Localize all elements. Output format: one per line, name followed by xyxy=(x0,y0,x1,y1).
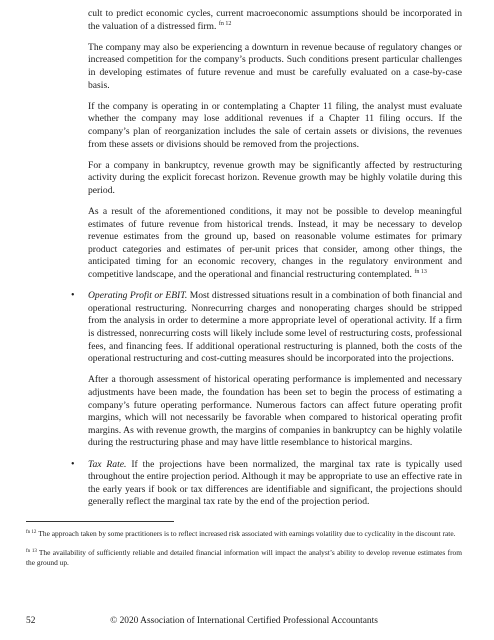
paragraph-revenue-downturn: The company may also be experiencing a downturn in revenue because of regulatory changes or increased competition for the company’s products. Such conditions present particular challenges in developing estimates of future revenue and must be carefully evaluated on a case-by-case basis. xyxy=(88,41,462,91)
footnote-13 xyxy=(26,548,462,568)
bullet-tax-rate xyxy=(71,458,462,509)
paragraph-continued xyxy=(88,8,462,33)
footnotes xyxy=(26,529,462,577)
bullet-icon: • xyxy=(71,290,75,302)
bullet-lead: Operating Profit or EBIT. xyxy=(88,290,188,302)
paragraph-text: As a result of the aforementioned conditions, it may not be possible to develop meaningful estimates of future revenue from historical trends. Instead, it may be necessary to develop revenue estimates from the ground up, based on reasonable volume estimates for primary product categories and estimates of per-unit prices that consider, among other things, the anticipated timing for an economic recovery, changes in the regulatory environment and competitive landscape, and the operational and financial restructuring contemplated. xyxy=(88,206,462,281)
bullet-text: Most distressed situations result in a combination of both financial and operational restructuring. Nonrecurring charges and nonoperating charges should be stripped from the analysis in order to determine a more appropriate level of operational activity. If a firm is distressed, nonrecurring costs will likely include some level of restructuring costs, professional fees, and financing fees. If additional operational restructuring is planned, both the costs of the operational restructuring and cost-cutting measures should be incorporated into the projections. xyxy=(88,290,462,365)
footnote-mark: fn 12 xyxy=(26,529,37,535)
copyright-notice: © 2020 Association of International Certified Professional Accountants xyxy=(110,616,378,626)
bullet-icon: • xyxy=(71,458,75,470)
bullet-text: If the projections have been normalized, the marginal tax rate is typically used throughout the entire projection period. Although it may be appropriate to use an effective rate in the early years if book or tax differences are identifiable and significant, the projections should generally reflect the marginal tax rate by the end of the projection period. xyxy=(88,458,462,508)
paragraph-text: cult to predict economic cycles, current macroeconomic assumptions should be incorporated in the valuation of a distressed firm. xyxy=(88,8,462,32)
paragraph-ground-up-estimates xyxy=(88,206,462,282)
page-number: 52 xyxy=(26,616,36,626)
footnote-reference-12[interactable]: fn 12 xyxy=(218,20,232,27)
bullet-lead: Tax Rate. xyxy=(88,458,127,470)
bullet-paragraph xyxy=(88,459,462,509)
footnote-text: The approach taken by some practitioners is to reflect increased risk associated with earnings volatility due to cyclicality in the discount rate. xyxy=(38,529,456,538)
bullet-followup-paragraph: After a thorough assessment of historical operating performance is implemented and necessary adjustments have been made, the foundation has been set to begin the process of estimating a company’s future operating performance. Numerous factors can affect future operating profit margins, which will not necessarily be favorable when compared to historical operating profit margins. As with revenue growth, the margins of companies in bankruptcy can be highly volatile during the restructuring phase and may have little resemblance to historical margins. xyxy=(88,374,462,449)
paragraph-bankruptcy-growth: For a company in bankruptcy, revenue growth may be significantly affected by restructuring activity during the explicit forecast horizon. Revenue growth may be highly volatile during this period. xyxy=(88,159,462,196)
footnote-12 xyxy=(26,529,462,539)
footnote-divider xyxy=(26,521,174,522)
footnote-reference-13[interactable]: fn 13 xyxy=(414,268,427,275)
page-footer xyxy=(26,614,462,628)
paragraph-chapter-11: If the company is operating in or contemplating a Chapter 11 filing, the analyst must evaluate whether the company may lose additional revenues if a Chapter 11 filing occurs. If the company’s plan of reorganization includes the sale of certain assets or divisions, the revenues from these assets or divisions should be removed from the projections. xyxy=(88,100,462,150)
bullet-operating-profit xyxy=(71,290,462,450)
footnote-mark: fn 13 xyxy=(26,548,37,554)
footnote-text: The availability of sufficiently reliable and detailed financial information will impact the analyst’s ability to develop revenue estimates from the ground up. xyxy=(26,548,462,567)
bullet-paragraph xyxy=(88,290,462,366)
body-text xyxy=(71,8,462,518)
